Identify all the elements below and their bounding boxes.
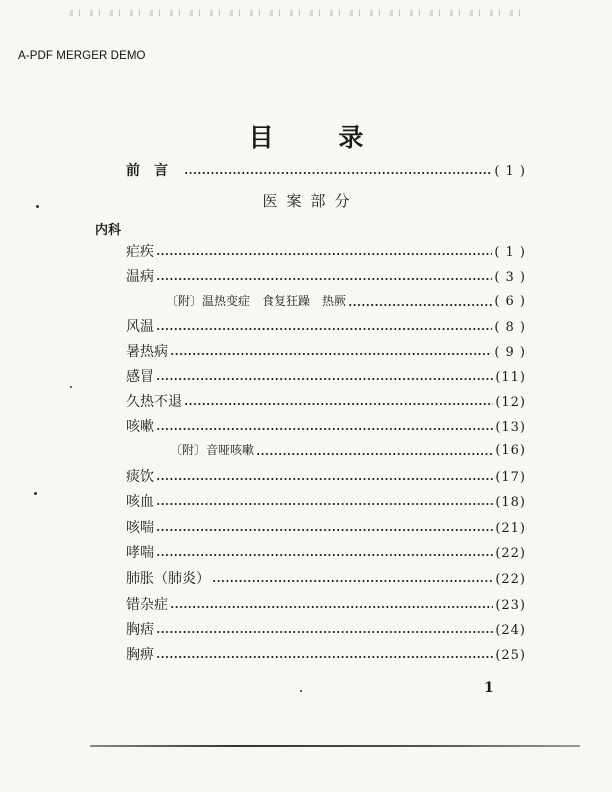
- toc-row[interactable]: [126, 594, 526, 614]
- toc-label: 风温: [126, 319, 154, 335]
- toc-row[interactable]: [126, 366, 526, 386]
- toc-page: (25): [495, 648, 526, 663]
- toc-row[interactable]: [126, 619, 526, 639]
- toc-leader-dots: [156, 371, 493, 381]
- toc-label: 感冒: [126, 369, 154, 385]
- toc-label: 咳嗽: [126, 419, 154, 435]
- toc-leader-dots: [170, 346, 492, 356]
- toc-label: 〔附〕温热变症 食复狂躁 热厥: [166, 294, 347, 308]
- toc-label: 错杂症: [126, 597, 168, 613]
- toc-leader-dots: [170, 599, 493, 609]
- toc-row-preface[interactable]: [126, 160, 526, 180]
- toc-row[interactable]: [126, 241, 526, 261]
- toc-page: (11): [495, 370, 526, 385]
- toc-page: ( 1 ): [494, 245, 526, 260]
- toc-leader-dots: [212, 573, 493, 583]
- toc-label: 久热不退: [126, 394, 182, 410]
- toc-row[interactable]: [126, 316, 526, 336]
- scan-top-noise: [70, 10, 530, 16]
- toc-leader-dots: [348, 297, 492, 307]
- toc-page: ( 1 ): [494, 164, 526, 179]
- toc-leader-dots: [156, 421, 493, 431]
- page-title: 目 录: [248, 123, 392, 152]
- toc-page: (17): [495, 470, 526, 485]
- section-heading: 医案部分: [262, 192, 359, 210]
- toc-leader-dots: [156, 547, 493, 557]
- toc-label: 〔附〕音哑咳嗽: [170, 443, 255, 457]
- toc-row[interactable]: [126, 341, 526, 361]
- scan-speck: [300, 690, 302, 692]
- toc-leader-dots: [156, 321, 492, 331]
- toc-leader-dots: [184, 396, 493, 406]
- toc-label: 温病: [126, 269, 154, 285]
- toc-label: 胸痹: [126, 647, 154, 663]
- toc-label: 咳血: [126, 494, 154, 510]
- toc-page: (12): [495, 395, 526, 410]
- toc-page: (23): [495, 598, 526, 613]
- toc-label: 胸痞: [126, 622, 154, 638]
- toc-row[interactable]: [126, 644, 526, 664]
- toc-label: 疟疾: [126, 244, 154, 260]
- scan-speck: [36, 205, 39, 208]
- toc-page: ( 6 ): [494, 294, 526, 309]
- toc-row[interactable]: [126, 466, 526, 486]
- toc-row-appendix[interactable]: [166, 292, 526, 312]
- toc-row[interactable]: [126, 416, 526, 436]
- watermark-text: A-PDF MERGER DEMO: [18, 50, 146, 62]
- toc-leader-dots: [256, 446, 493, 456]
- toc-page: (21): [495, 521, 526, 536]
- toc-leader-dots: [156, 271, 492, 281]
- toc-page: ( 8 ): [494, 320, 526, 335]
- toc-row[interactable]: [126, 491, 526, 511]
- toc-leader-dots: [156, 649, 493, 659]
- toc-page: (22): [495, 572, 526, 587]
- toc-row[interactable]: [126, 266, 526, 286]
- toc-label: 暑热病: [126, 344, 168, 360]
- toc-leader-dots: [156, 522, 493, 532]
- toc-row[interactable]: [126, 568, 526, 588]
- toc-row[interactable]: [126, 391, 526, 411]
- toc-page: (13): [495, 420, 526, 435]
- page-number: 1: [484, 680, 494, 696]
- toc-leader-dots: [156, 624, 493, 634]
- toc-page: (18): [495, 495, 526, 510]
- toc-label: 肺胀（肺炎）: [126, 571, 210, 587]
- toc-row-appendix[interactable]: [170, 441, 526, 461]
- toc-label: 哮喘: [126, 545, 154, 561]
- toc-leader-dots: [184, 165, 492, 175]
- category-label: 内科: [95, 223, 122, 238]
- toc-page: ( 3 ): [494, 270, 526, 285]
- toc-row[interactable]: [126, 542, 526, 562]
- toc-page: ( 9 ): [494, 345, 526, 360]
- toc-leader-dots: [156, 496, 493, 506]
- toc-page: (16): [495, 443, 526, 458]
- toc-page: (22): [495, 546, 526, 561]
- bottom-rule: [90, 745, 580, 747]
- toc-leader-dots: [156, 246, 492, 256]
- scan-speck: [70, 386, 72, 388]
- toc-label: 痰饮: [126, 469, 154, 485]
- toc-row[interactable]: [126, 517, 526, 537]
- scan-speck: [34, 492, 37, 495]
- toc-page: (24): [495, 623, 526, 638]
- toc-leader-dots: [156, 471, 493, 481]
- toc-label: 前言: [126, 163, 182, 179]
- toc-label: 咳喘: [126, 520, 154, 536]
